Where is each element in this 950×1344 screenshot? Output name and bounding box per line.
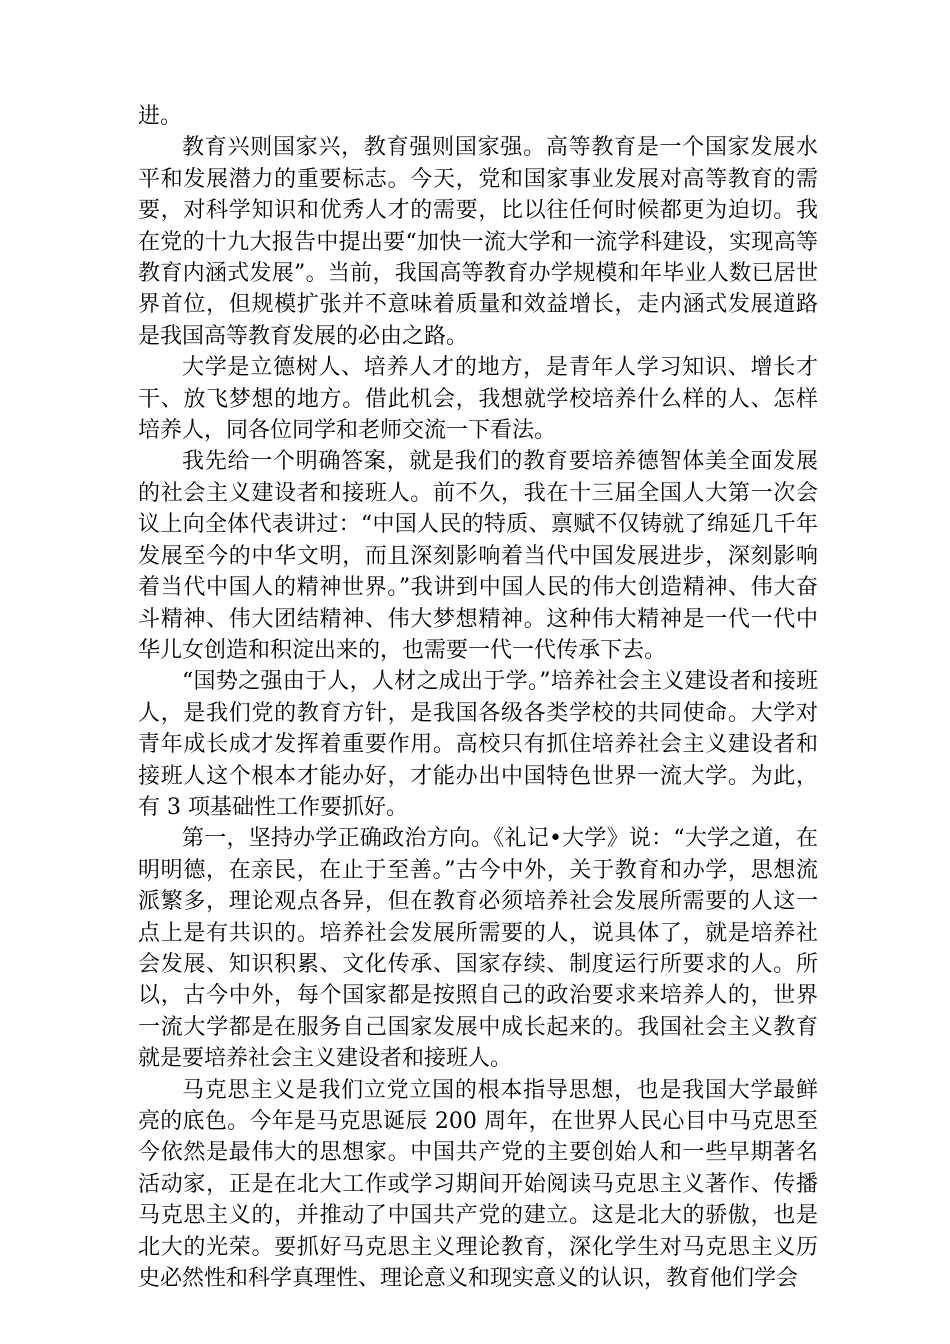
paragraph-marxism: 马克思主义是我们立党立国的根本指导思想，也是我国大学最鲜亮的底色。今年是马克思诞辰 200 周年，在世界人民心目中马克思至今依然是最伟大的思想家。中国共产党的主要创始人和一些早期著名活动家，正是在北大工作或学习期间开始阅读马克思主义著作、传播马克思主义的，并推动了中国共产党的建立。这是北大的骄傲，也是北大的光荣。要抓好马克思主义理论教育，深化学生对马克思主义历史必然性和科学真理性、理论意义和现实意义的认识，教育他们学会: [138, 1077, 818, 1292]
paragraph-political-direction: 第一，坚持办学正确政治方向。《礼记•大学》说：“大学之道，在明明德，在亲民，在止于至善。”古今中外，关于教育和办学，思想流派繁多，理论观点各异，但在教育必须培养社会发展所需要的人这一点上是有共识的。培养社会发展所需要的人，说具体了，就是培养社会发展、知识积累、文化传承、国家存续、制度运行所要求的人。所以，古今中外，每个国家都是按照自己的政治要求来培养人的，世界一流大学都是在服务自己国家发展中成长起来的。我国社会主义教育就是要培养社会主义建设者和接班人。: [138, 826, 818, 1072]
paragraph-university-role: 大学是立德树人、培养人才的地方，是青年人学习知识、增长才干、放飞梦想的地方。借此机会，我想就学校培养什么样的人、怎样培养人，同各位同学和老师交流一下看法。: [138, 355, 818, 444]
document-page: [138, 101, 818, 1294]
paragraph-national-strength: “国势之强由于人，人材之成出于学。”培养社会主义建设者和接班人，是我们党的教育方针，是我国各级各类学校的共同使命。大学对青年成长成才发挥着重要作用。高校只有抓住培养社会主义建设者和接班人这个根本才能办好，才能办出中国特色世界一流大学。为此，有 3 项基础性工作要抓好。: [138, 669, 818, 820]
paragraph-clear-answer: 我先给一个明确答案，就是我们的教育要培养德智体美全面发展的社会主义建设者和接班人。前不久，我在十三届全国人大第一次会议上向全体代表讲过：“中国人民的特质、禀赋不仅铸就了绵延几千年发展至今的中华文明，而且深刻影响着当代中国发展进步，深刻影响着当代中国人的精神世界。”我讲到中国人民的伟大创造精神、伟大奋斗精神、伟大团结精神、伟大梦想精神。这种伟大精神是一代一代中华儿女创造和积淀出来的，也需要一代一代传承下去。: [138, 449, 818, 663]
paragraph-continuation: 进。: [138, 104, 183, 129]
paragraph-education-strength: 教育兴则国家兴，教育强则国家强。高等教育是一个国家发展水平和发展潜力的重要标志。今天，党和国家事业发展对高等教育的需要，对科学知识和优秀人才的需要，比以往任何时候都更为迫切。我在党的十九大报告中提出要“加快一流大学和一流学科建设，实现高等教育内涵式发展”。当前，我国高等教育办学规模和年毕业人数已居世界首位，但规模扩张并不意味着质量和效益增长，走内涵式发展道路是我国高等教育发展的必由之路。: [138, 135, 818, 349]
